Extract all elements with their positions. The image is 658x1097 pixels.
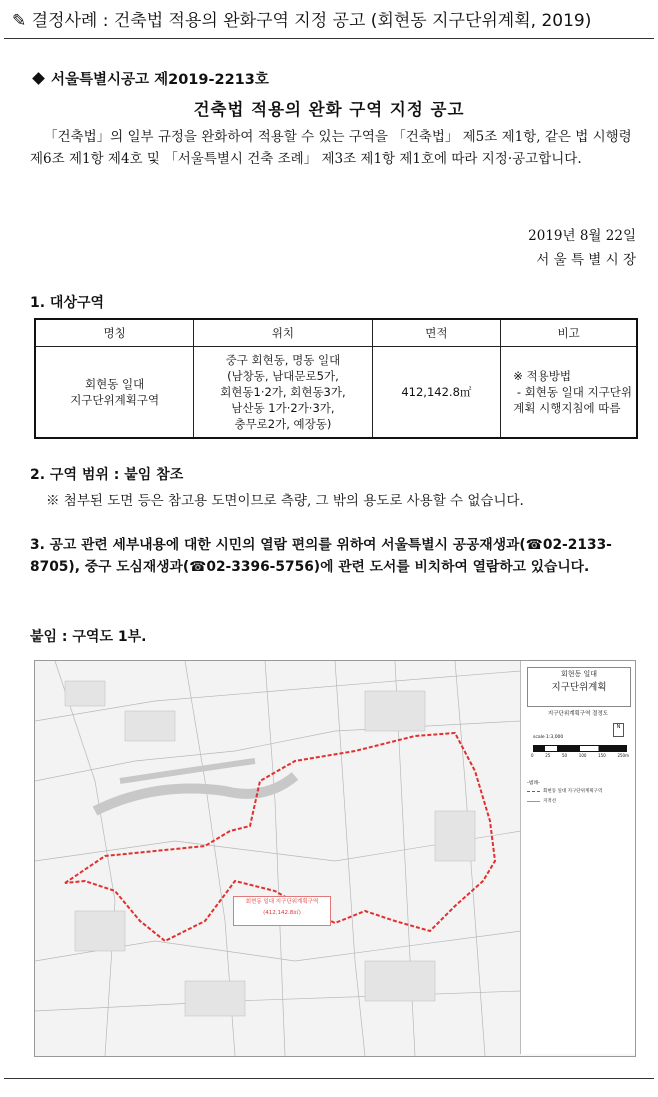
target-area-table <box>34 318 638 439</box>
cell-area: 412,142.8㎡ <box>372 347 501 439</box>
diamond-bullet-icon <box>32 72 45 85</box>
col-header-remark: 비고 <box>501 319 637 347</box>
notice-body: 「건축법」의 일부 규정을 완화하여 적용할 수 있는 구역을 「건축법」 제5조 제1항, 같은 법 시행령 제6조 제1항 제4호 및 「서울특별시 건축 조례」 제3조 제1항 제1호에 따라 지정·공고합니다. <box>30 129 632 167</box>
scale-label: scale 1:3,000 <box>533 735 564 740</box>
notice-signature <box>528 224 636 272</box>
north-arrow-icon <box>613 723 624 737</box>
north-label: N <box>616 724 621 730</box>
header-divider <box>4 38 654 39</box>
legend-title-big: 지구단위계획 <box>551 682 607 693</box>
legend-parcel-swatch <box>527 801 540 802</box>
scale-ticks <box>531 753 629 758</box>
col-header-name: 명칭 <box>35 319 194 347</box>
scale-tick: 0 <box>531 753 534 758</box>
legend-item: 지적선 <box>543 799 557 804</box>
legend-boundary-swatch <box>527 791 540 792</box>
cell-location <box>194 347 372 439</box>
scale-tick: 250m <box>617 753 629 758</box>
legend-item: 회현동 일대 지구단위계획구역 <box>543 789 603 794</box>
section2-heading: 2. 구역 범위 : 붙임 참조 <box>30 467 184 483</box>
map-drawing <box>35 661 521 1056</box>
scale-tick: 150 <box>598 753 606 758</box>
scale-tick: 50 <box>562 753 568 758</box>
col-header-area: 면적 <box>372 319 501 347</box>
map-legend-title <box>527 667 631 707</box>
scale-tick: 100 <box>578 753 587 758</box>
footer-divider <box>4 1078 654 1079</box>
map-area-label-name: 회현동 일대 지구단위계획구역 <box>245 899 319 905</box>
cell-location-line: 충무로2가, 예장동) <box>234 417 332 431</box>
map-area-label-value: (412,142.8㎡) <box>263 910 301 916</box>
scale-bar <box>533 745 627 752</box>
cell-location-line: 남산동 1가·2가·3가, <box>231 401 335 415</box>
notice-number <box>30 68 269 89</box>
table-row <box>35 347 637 439</box>
cell-name-line: 회현동 일대 <box>85 377 145 391</box>
cell-location-line: 회현동1·2가, 회현동3가, <box>220 385 346 399</box>
district-map <box>34 660 636 1057</box>
cell-remark-line: 계획 시행지침에 따름 <box>513 401 621 415</box>
pencil-icon: ✎ <box>12 11 27 31</box>
table-header-row <box>35 319 637 347</box>
notice-issuer: 서 울 특 별 시 장 <box>536 252 636 268</box>
cell-remark <box>501 347 637 439</box>
legend-subtitle: 지구단위계획구역 결정도 <box>547 711 609 717</box>
notice-title: 건축법 적용의 완화 구역 지정 공고 <box>193 100 465 119</box>
section2-note: ※ 첨부된 도면 등은 참고용 도면이므로 측량, 그 밖의 용도로 사용할 수 없습니다. <box>46 493 524 509</box>
map-area-label <box>233 896 331 926</box>
cell-remark-line: - 회현동 일대 지구단위 <box>513 385 632 399</box>
header-title: 결정사례 : 건축법 적용의 완화구역 지정 공고 (회현동 지구단위계획, 2019) <box>31 11 592 31</box>
cell-remark-line: ※ 적용방법 <box>513 369 571 383</box>
col-header-location: 위치 <box>194 319 372 347</box>
section1-heading: 1. 대상구역 <box>30 295 105 311</box>
cell-location-line: (남창동, 남대문로5가, <box>227 369 339 383</box>
notice-number-text: 서울특별시공고 제2019-2213호 <box>51 72 269 88</box>
cell-location-line: 중구 회현동, 명동 일대 <box>225 353 341 367</box>
legend-title-small: 회현동 일대 <box>560 670 598 678</box>
notice-date: 2019년 8월 22일 <box>528 228 636 244</box>
map-legend-panel <box>520 661 635 1054</box>
legend-heading: -범례- <box>527 781 540 786</box>
attachment-heading: 붙임 : 구역도 1부. <box>30 629 147 645</box>
page-header <box>12 6 591 31</box>
cell-name <box>35 347 194 439</box>
section3-text: 3. 공고 관련 세부내용에 대한 시민의 열람 편의를 위하여 서울특별시 공공재생과(☎02-2133-8705), 중구 도심재생과(☎02-3396-5756)에 관련 도서를 비치하여 열람하고 있습니다. <box>30 537 612 575</box>
cell-name-line: 지구단위계획구역 <box>70 393 160 407</box>
scale-tick: 25 <box>545 753 551 758</box>
